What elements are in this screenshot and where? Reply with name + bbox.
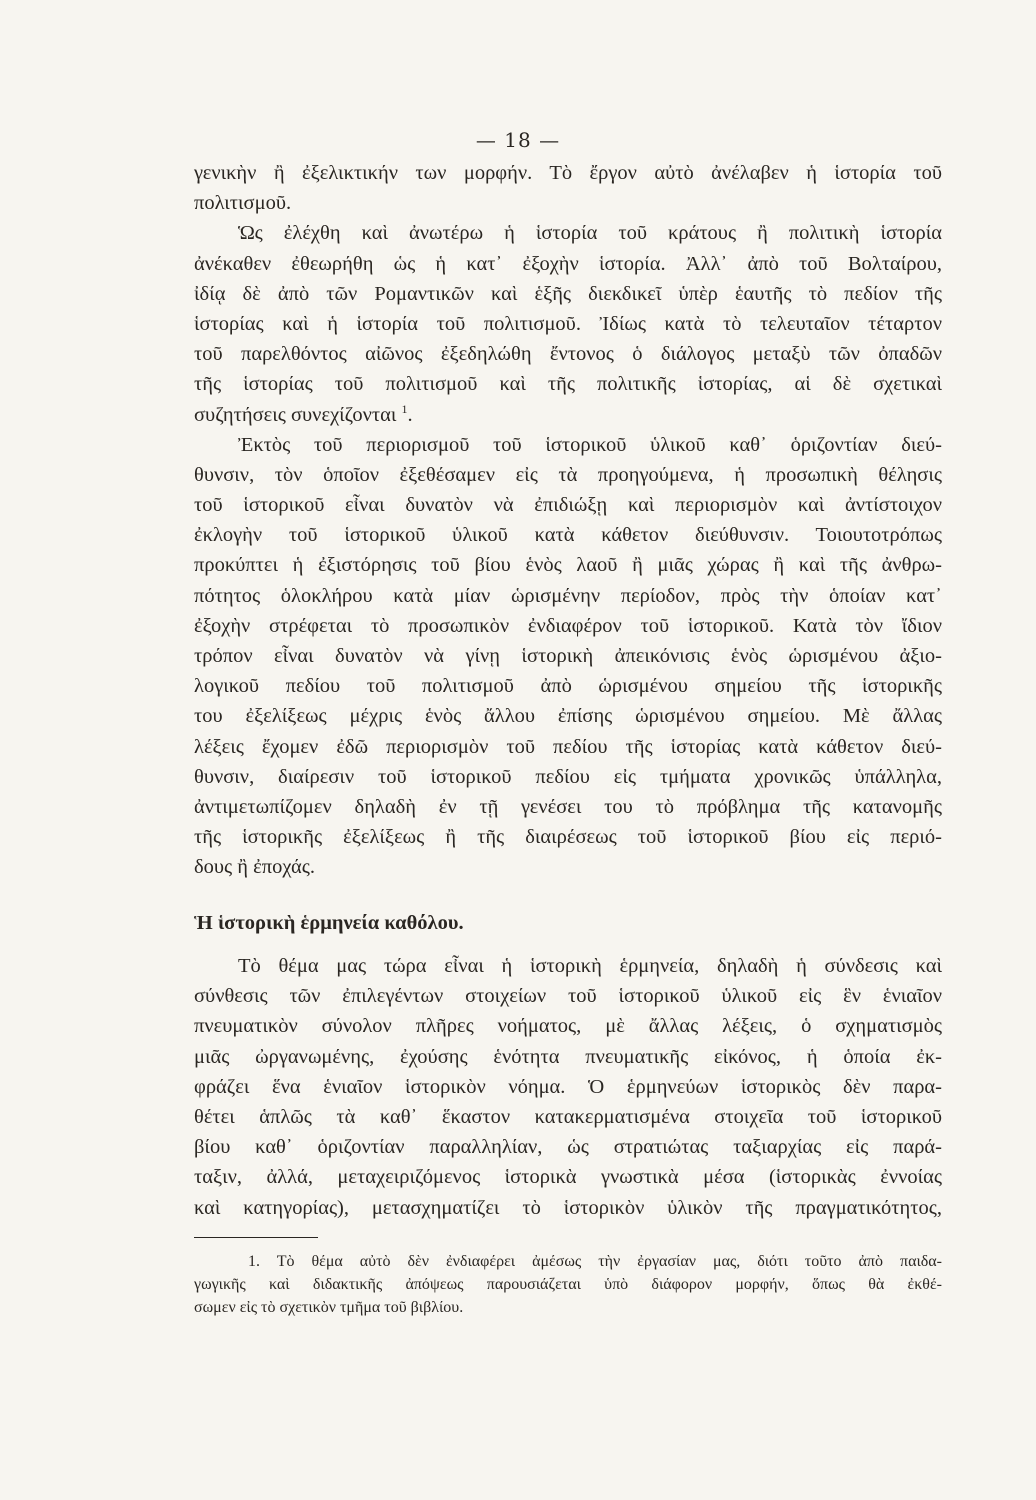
text-line: θυνσιν, τὸν ὁποῖον ἐξεθέσαμεν εἰς τὰ προηγούμενα, ἡ προσωπικὴ θέλησις bbox=[194, 463, 942, 486]
text-line: ἐκλογὴν τοῦ ἱστορικοῦ ὑλικοῦ κατὰ κάθετον διεύθυνσιν. Τοιουτοτρόπως bbox=[194, 524, 942, 547]
text-line: λέξεις ἔχομεν ἐδῶ περιορισμὸν τοῦ πεδίου τῆς ἱστορίας κατὰ κάθετον διεύ- bbox=[194, 735, 942, 758]
section-heading: Ἡ ἱστορικὴ ἑρμηνεία καθόλου. bbox=[194, 912, 464, 934]
text-line: ἀντιμετωπίζομεν δηλαδὴ ἐν τῇ γενέσει του τὸ πρόβλημα τῆς κατανομῆς bbox=[194, 795, 942, 818]
text-line: πνευματικὸν σύνολον πλῆρες νοήματος, μὲ ἄλλας λέξεις, ὁ σχηματισμὸς bbox=[194, 1015, 942, 1038]
text-line: πότητος ὁλοκλήρου κατὰ μίαν ὡρισμένην περίοδον, πρὸς τὴν ὁποίαν κατ᾽ bbox=[194, 584, 942, 607]
text-line: γενικὴν ἢ ἐξελικτικήν των μορφήν. Τὸ ἔργον αὐτὸ ἀνέλαβεν ἡ ἱστορία τοῦ bbox=[194, 162, 942, 184]
text-line: φράζει ἕνα ἑνιαῖον ἱστορικὸν νόημα. Ὁ ἑρμηνεύων ἱστορικὸς δὲν παρα- bbox=[194, 1075, 942, 1098]
text-line: θέτει ἁπλῶς τὰ καθ᾽ ἕκαστον κατακερματισμένα στοιχεῖα τοῦ ἱστορικοῦ bbox=[194, 1105, 942, 1128]
text-line: τρόπον εἶναι δυνατὸν νὰ γίνῃ ἱστορικὴ ἀπεικόνισις ἑνὸς ὡρισμένου ἀξιο- bbox=[194, 645, 942, 667]
text-line: τοῦ ἱστορικοῦ εἶναι δυνατὸν νὰ ἐπιδιώξῃ καὶ περιορισμὸν καὶ ἀντίστοιχον bbox=[194, 494, 942, 517]
text-line bbox=[194, 400, 942, 430]
text-line: ἰδίᾳ δὲ ἀπὸ τῶν Ρομαντικῶν καὶ ἑξῆς διεκδικεῖ ὑπὲρ ἑαυτῆς τὸ πεδίον τῆς bbox=[194, 282, 942, 305]
footnote-line: 1. Τὸ θέμα αὐτὸ δὲν ἐνδιαφέρει ἀμέσως τὴν ἐργασίαν μας, διότι τοῦτο ἀπὸ παιδα- bbox=[248, 1253, 942, 1270]
text-line: μιᾶς ὠργανωμένης, ἐχούσης ἑνότητα πνευματικῆς εἰκόνος, ἡ ὁποία ἐκ- bbox=[194, 1045, 942, 1068]
page-number: — 18 — bbox=[475, 128, 561, 152]
footnote-line: γωγικῆς καὶ διδακτικῆς ἀπόψεως παρουσιάζεται ὑπὸ διάφορον μορφήν, ὅπως θὰ ἐκθέ- bbox=[194, 1276, 942, 1293]
text-line: ἐξοχὴν στρέφεται τὸ προσωπικὸν ἐνδιαφέρον τοῦ ἱστορικοῦ. Κατὰ τὸν ἴδιον bbox=[194, 614, 942, 637]
text-line: τῆς ἱστορικῆς ἐξελίξεως ἢ τῆς διαιρέσεως τοῦ ἱστορικοῦ βίου εἰς περιό- bbox=[194, 826, 942, 849]
text-line: θυνσιν, διαίρεσιν τοῦ ἱστορικοῦ πεδίου εἰς τμήματα χρονικῶς ὑπάλληλα, bbox=[194, 765, 942, 788]
text-line: τοῦ παρελθόντος αἰῶνος ἐξεδηλώθη ἔντονος ὁ διάλογος μεταξὺ τῶν ὀπαδῶν bbox=[194, 343, 942, 366]
body-paragraph-1 bbox=[194, 158, 942, 883]
text-line: λογικοῦ πεδίου τοῦ πολιτισμοῦ ἀπὸ ὡρισμένου σημείου τῆς ἱστορικῆς bbox=[194, 675, 942, 698]
footnote-line: σωμεν εἰς τὸ σχετικὸν τμῆμα τοῦ βιβλίου. bbox=[194, 1299, 464, 1316]
text-line: του ἐξελίξεως μέχρις ἑνὸς ἄλλου ἐπίσης ὡρισμένου σημείου. Μὲ ἄλλας bbox=[194, 705, 942, 728]
text-line: δους ἢ ἐποχάς. bbox=[194, 856, 315, 879]
text-line: τῆς ἱστορίας τοῦ πολιτισμοῦ καὶ τῆς πολιτικῆς ἱστορίας, αἱ δὲ σχετικαὶ bbox=[194, 373, 942, 396]
text-line: ἀνέκαθεν ἐθεωρήθη ὡς ἡ κατ᾽ ἐξοχὴν ἱστορία. Ἀλλ᾽ ἀπὸ τοῦ Βολταίρου, bbox=[194, 252, 942, 275]
text-line: Τὸ θέμα μας τώρα εἶναι ἡ ἱστορικὴ ἑρμηνεία, δηλαδὴ ἡ σύνδεσις καὶ bbox=[238, 955, 942, 977]
footnote bbox=[194, 1250, 942, 1319]
footnote-reference: 1 bbox=[401, 401, 408, 416]
text-line: ἱστορίας καὶ ἡ ἱστορία τοῦ πολιτισμοῦ. Ἰδίως κατὰ τὸ τελευταῖον τέταρτον bbox=[194, 312, 942, 335]
text-line: καὶ κατηγορίας), μετασχηματίζει τὸ ἱστορικὸν ὑλικὸν τῆς πραγματικότητος, bbox=[194, 1196, 942, 1219]
text-line: ταξιν, ἀλλά, μεταχειριζόμενος ἱστορικὰ γνωστικὰ μέσα (ἱστορικὰς ἐννοίας bbox=[194, 1166, 942, 1189]
text-line: προκύπτει ἡ ἐξιστόρησις τοῦ βίου ἑνὸς λαοῦ ἢ μιᾶς χώρας ἢ καὶ τῆς ἀνθρω- bbox=[194, 554, 942, 577]
text-line: πολιτισμοῦ. bbox=[194, 192, 292, 215]
body-paragraph-2 bbox=[194, 951, 942, 1223]
text-line: βίου καθ᾽ ὁριζοντίαν παραλληλίαν, ὡς στρατιώτας ταξιαρχίας εἰς παρά- bbox=[194, 1136, 942, 1159]
text-line: σύνθεσις τῶν ἐπιλεγέντων στοιχείων τοῦ ἱστορικοῦ ὑλικοῦ εἰς ἓν ἑνιαῖον bbox=[194, 985, 942, 1008]
footnote-reference-suffix: . bbox=[407, 403, 413, 426]
text-line: Ἐκτὸς τοῦ περιορισμοῦ τοῦ ἱστορικοῦ ὑλικοῦ καθ᾽ ὁριζοντίαν διεύ- bbox=[238, 433, 942, 456]
text-line-content: συζητήσεις συνεχίζονται bbox=[194, 403, 397, 426]
text-line: Ὡς ἐλέχθη καὶ ἀνωτέρω ἡ ἱστορία τοῦ κράτους ἢ πολιτικὴ ἱστορία bbox=[238, 222, 942, 245]
footnote-divider bbox=[194, 1237, 318, 1238]
